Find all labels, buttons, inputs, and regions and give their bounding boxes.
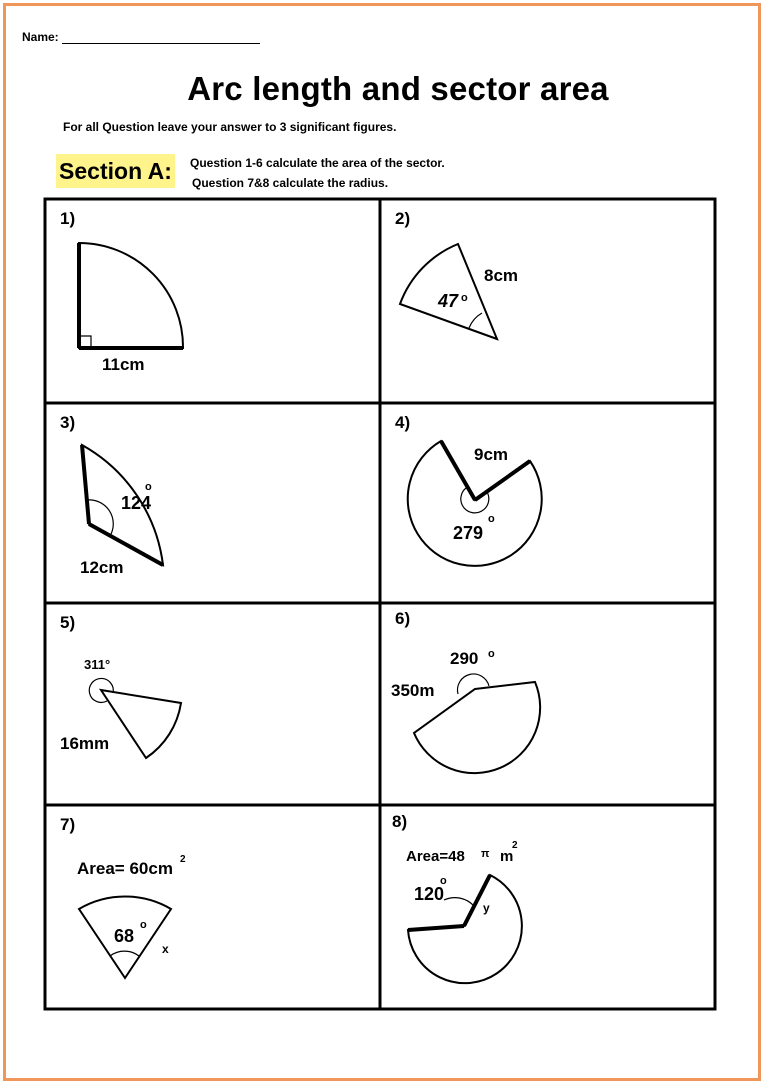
question-2-angle: 47 <box>438 291 459 311</box>
question-8-angle: 120 <box>414 884 445 904</box>
question-8-area: Area=48 <box>406 848 465 865</box>
question-1-number: 1) <box>60 209 76 228</box>
page-title: Arc length and sector area <box>187 70 609 107</box>
question-3-radius: 12cm <box>80 558 124 577</box>
question-6-angle: 290 <box>450 649 479 668</box>
question-4-degree: o <box>488 513 495 525</box>
question-3-angle: 124 <box>121 493 152 513</box>
question-8-unknown: y <box>483 901 490 915</box>
question-8-unit: m <box>500 848 514 865</box>
question-2-degree: o <box>461 292 468 304</box>
instructions: For all Question leave your answer to 3 significant figures. <box>63 120 397 134</box>
question-4-angle: 279 <box>453 523 484 543</box>
question-6-radius: 350m <box>391 681 435 700</box>
question-7-area: Area= 60cm <box>77 859 173 878</box>
question-4-number: 4) <box>395 413 411 432</box>
section-instruction-1: Question 1-6 calculate the area of the sector. <box>190 156 445 170</box>
question-3-degree: o <box>145 481 152 493</box>
question-5-number: 5) <box>60 613 76 632</box>
question-8-number: 8) <box>392 812 408 831</box>
question-5-radius: 16mm <box>60 734 110 753</box>
question-7-number: 7) <box>60 815 76 834</box>
question-6-degree: o <box>488 648 495 660</box>
name-label: Name: <box>22 30 59 44</box>
question-7-angle: 68 <box>114 926 135 946</box>
question-2-radius: 8cm <box>484 266 519 285</box>
question-7-unknown: x <box>162 942 169 956</box>
question-8-pi: π <box>481 848 490 860</box>
question-2-number: 2) <box>395 209 411 228</box>
question-4-radius: 9cm <box>474 445 509 464</box>
section-label: Section A: <box>56 154 175 188</box>
question-1-sector <box>79 243 183 348</box>
question-3-number: 3) <box>60 413 76 432</box>
question-8-unit-sup: 2 <box>512 840 518 851</box>
question-7-degree: o <box>140 919 147 931</box>
section-instruction-2: Question 7&8 calculate the radius. <box>192 176 389 190</box>
question-1-radius: 11cm <box>102 355 145 374</box>
question-6-number: 6) <box>395 609 411 628</box>
question-7-area-sup: 2 <box>180 854 186 865</box>
question-5-angle: 311° <box>84 657 111 672</box>
question-8-degree: o <box>440 875 447 887</box>
